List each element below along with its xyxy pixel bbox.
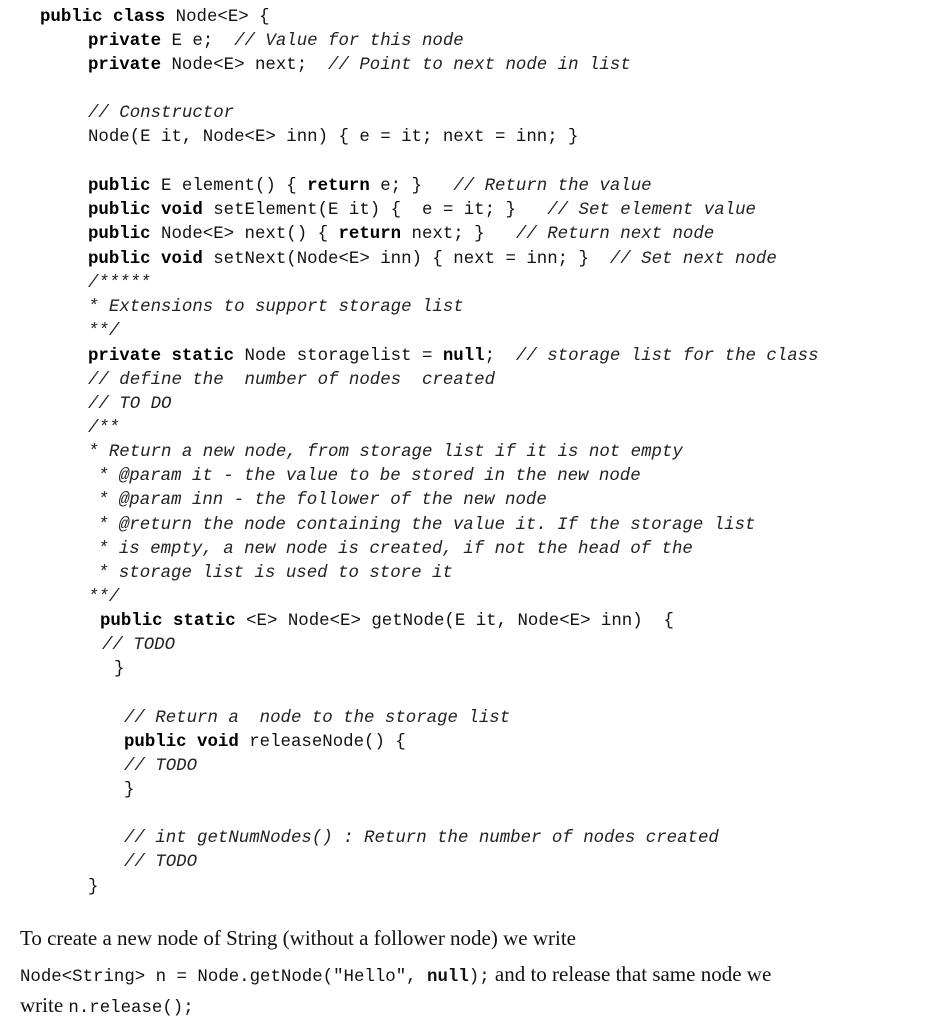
code-comment: // Set next node [609, 250, 777, 269]
code-line-8 [88, 223, 714, 247]
code-text: } [88, 878, 99, 897]
prose-line-2 [20, 960, 771, 992]
code-line-9 [88, 248, 777, 272]
code-text: Node<E> next; [161, 56, 329, 75]
code-comment: * @return the node containing the value it. If the storage list [98, 516, 756, 535]
code-line-10 [88, 272, 151, 296]
code-line-18 [98, 465, 641, 489]
code-line-2 [88, 30, 464, 54]
code-line-3 [88, 54, 631, 78]
code-line-22 [98, 562, 453, 586]
code-line-19 [98, 489, 547, 513]
keyword: public [88, 177, 151, 196]
prose-line-3 [20, 991, 194, 1023]
keyword: private [88, 32, 162, 51]
code-text: Node<E> next() { [150, 225, 339, 244]
code-line-7 [88, 199, 756, 223]
code-line-21 [98, 538, 693, 562]
code-text: ; [484, 347, 516, 366]
code-line-1 [40, 6, 270, 30]
code-line-16 [88, 417, 119, 441]
code-text: Node<E> { [165, 8, 270, 27]
code-comment: **/ [88, 322, 120, 341]
code-comment: // TODO [124, 757, 198, 776]
code-line-15 [88, 393, 172, 417]
code-text: setElement(E it) { e = it; } [202, 201, 548, 220]
keyword: private static [88, 347, 235, 366]
keyword: null [442, 347, 485, 366]
keyword: public void [88, 250, 203, 269]
code-comment: // Return a node to the storage list [124, 709, 511, 728]
code-line-11 [88, 296, 464, 320]
code-comment: // Point to next node in list [328, 56, 631, 75]
code-line-4 [88, 102, 234, 126]
code-line-31 [124, 827, 719, 851]
code-comment: // Return the value [453, 177, 652, 196]
code-comment: // Constructor [88, 104, 235, 123]
keyword: public class [40, 8, 166, 27]
code-comment: * Return a new node, from storage list if it is not empty [88, 443, 683, 462]
code-line-17 [88, 441, 683, 465]
code-line-24 [100, 610, 674, 634]
keyword: public [88, 225, 151, 244]
keyword: public void [124, 733, 239, 752]
code-line-27 [124, 707, 510, 731]
code-comment: * is empty, a new node is created, if not the head of the [98, 540, 693, 559]
code-comment: * @param it - the value to be stored in the new node [98, 467, 641, 486]
keyword: public static [100, 612, 236, 631]
code-comment: // TODO [102, 636, 176, 655]
code-line-6 [88, 175, 652, 199]
code-text: next; } [401, 225, 516, 244]
code-comment: // TO DO [88, 395, 172, 414]
code-comment: // Value for this node [234, 32, 464, 51]
code-text: e; } [369, 177, 454, 196]
code-text: <E> Node<E> getNode(E it, Node<E> inn) { [235, 612, 674, 631]
code-comment: /***** [88, 274, 151, 293]
code-text: Node storagelist = [234, 347, 443, 366]
inline-code-release: n.release(); [68, 999, 194, 1018]
code-text: } [124, 781, 135, 800]
code-text: E element() { [150, 177, 308, 196]
code-line-14 [88, 369, 495, 393]
code-line-5 [88, 126, 579, 150]
code-line-32 [124, 851, 197, 875]
code-line-25 [102, 634, 175, 658]
inline-code-getnode: Node<String> n = Node.getNode("Hello", null); [20, 968, 490, 987]
code-comment: // define the number of nodes created [88, 371, 496, 390]
keyword: return [307, 177, 370, 196]
code-comment: * @param inn - the follower of the new node [98, 491, 547, 510]
code-text: setNext(Node<E> inn) { next = inn; } [202, 250, 610, 269]
code-text: } [114, 660, 125, 679]
prose-line-1: To create a new node of String (without a follower node) we write [20, 926, 577, 950]
code-line-28 [124, 731, 406, 755]
keyword: public void [88, 201, 203, 220]
code-comment: // TODO [124, 853, 198, 872]
code-line-30 [124, 779, 134, 803]
prose-line-3-text: write [20, 993, 69, 1017]
keyword: private [88, 56, 162, 75]
code-comment: // Return next node [515, 225, 715, 244]
code-comment: /** [88, 419, 120, 438]
code-line-20 [98, 514, 755, 538]
code-line-23 [88, 586, 119, 610]
code-line-26 [114, 658, 124, 682]
code-comment: // storage list for the class [515, 347, 819, 366]
code-comment: * storage list is used to store it [98, 564, 453, 583]
code-text: Node(E it, Node<E> inn) { e = it; next = inn; } [88, 128, 579, 147]
keyword: return [338, 225, 402, 244]
code-comment: **/ [88, 588, 120, 607]
code-comment: * Extensions to support storage list [88, 298, 464, 317]
prose-line-2-text: and to release that same node we [489, 962, 772, 986]
code-comment: // int getNumNodes() : Return the number of nodes created [124, 829, 719, 848]
code-comment: // Set element value [547, 201, 756, 220]
code-line-12 [88, 320, 119, 344]
code-text: E e; [161, 32, 235, 51]
code-line-13 [88, 345, 819, 369]
code-line-29 [124, 755, 197, 779]
code-line-33 [88, 876, 98, 900]
code-text: releaseNode() { [238, 733, 406, 752]
